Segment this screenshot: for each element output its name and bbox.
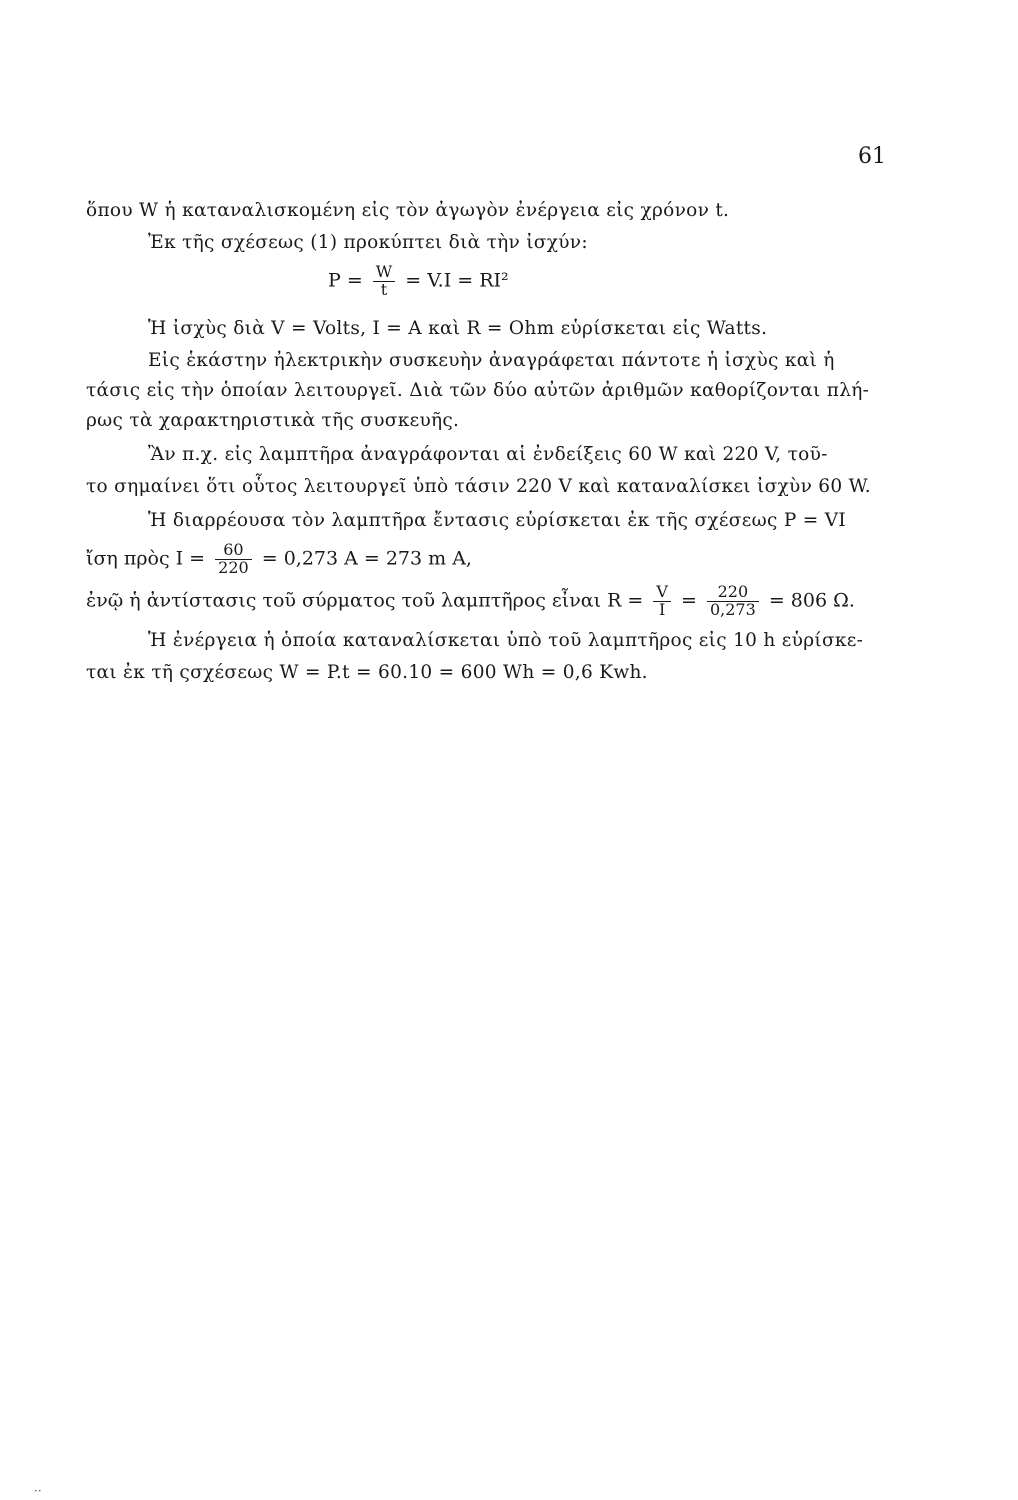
equation-power-rhs: = V.I = RI² bbox=[405, 269, 509, 292]
fraction-numerator: V bbox=[653, 584, 671, 602]
fraction-220-over-0273 bbox=[707, 584, 759, 619]
fraction-denominator: 0,273 bbox=[709, 599, 756, 619]
text-line-9: το σημαίνει ὅτι οὗτος λειτουργεῖ ὑπὸ τάσιν 220 V καὶ καταναλίσκει ἰσχὺν 60 W. bbox=[86, 476, 871, 497]
text-line-13: Ἡ ἐνέργεια ἡ ὁποία καταναλίσκεται ὑπὸ τοῦ λαμπτῆρος εἰς 10 h εὑρίσκε- bbox=[148, 630, 864, 651]
text-line-7: ρως τὰ χαρακτηριστικὰ τῆς συσκευῆς. bbox=[86, 410, 460, 431]
equation-resistance-prefix: ἐνῷ ἡ ἀντίστασις τοῦ σύρματος τοῦ λαμπτῆρος εἶναι R = bbox=[86, 589, 644, 612]
equation-resistance-rhs: = 806 Ω. bbox=[768, 589, 855, 612]
text-line-6: τάσις εἰς τὴν ὁποίαν λειτουργεῖ. Διὰ τῶν δύο αὐτῶν ἀριθμῶν καθορίζονται πλή- bbox=[86, 380, 870, 401]
page-number: 61 bbox=[858, 144, 886, 169]
equation-current bbox=[86, 542, 472, 577]
equation-resistance-equals: = bbox=[681, 589, 697, 612]
text-line-1: ὅπου W ἡ καταναλισκομένη εἰς τὸν ἀγωγὸν ἐνέργεια εἰς χρόνον t. bbox=[86, 200, 730, 221]
fraction-denominator: I bbox=[659, 599, 666, 619]
fraction-denominator: 220 bbox=[218, 557, 249, 577]
text-line-10: Ἡ διαρρέουσα τὸν λαμπτῆρα ἔντασις εὑρίσκεται ἐκ τῆς σχέσεως P = VI bbox=[148, 510, 847, 531]
equation-current-rhs: = 0,273 A = 273 m A, bbox=[261, 547, 472, 570]
text-line-2: Ἐκ τῆς σχέσεως (1) προκύπτει διὰ τὴν ἰσχύν: bbox=[148, 232, 588, 253]
fraction-numerator: W bbox=[373, 264, 395, 282]
equation-power bbox=[328, 264, 509, 299]
fraction-numerator: 60 bbox=[215, 542, 252, 560]
text-line-8: Ἂν π.χ. εἰς λαμπτῆρα ἀναγράφονται αἱ ἐνδείξεις 60 W καὶ 220 V, τοῦ- bbox=[148, 444, 828, 465]
text-line-5: Εἰς ἑκάστην ἠλεκτρικὴν συσκευὴν ἀναγράφεται πάντοτε ἡ ἰσχὺς καὶ ἡ bbox=[148, 350, 835, 371]
equation-current-prefix: ἴση πρὸς I = bbox=[86, 547, 206, 570]
fraction-w-over-t bbox=[373, 264, 395, 299]
text-line-14: ται ἐκ τῆ ςσχέσεως W = P.t = 60.10 = 600 Wh = 0,6 Kwh. bbox=[86, 662, 648, 683]
text-line-4: Ἡ ἰσχὺς διὰ V = Volts, I = A καὶ R = Ohm εὑρίσκεται εἰς Watts. bbox=[148, 318, 768, 339]
fraction-60-over-220 bbox=[215, 542, 252, 577]
equation-resistance bbox=[86, 584, 855, 619]
fraction-numerator: 220 bbox=[707, 584, 759, 602]
margin-mark: ·· bbox=[34, 1484, 42, 1498]
fraction-v-over-i bbox=[653, 584, 671, 619]
fraction-denominator: t bbox=[380, 279, 388, 299]
equation-power-lhs: P = bbox=[328, 269, 363, 292]
